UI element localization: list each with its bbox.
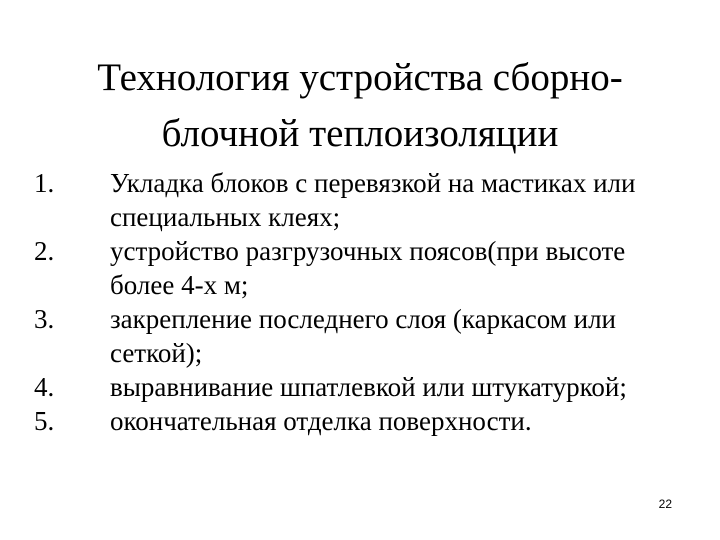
list-item-number: 4. — [34, 372, 55, 402]
list-item-text: окончательная отделка поверхности. — [110, 406, 532, 436]
slide-title-line-2: блочной теплоизоляции — [161, 112, 559, 155]
list-item-text: устройство разгрузочных поясов(при высоте более 4-х м; — [110, 236, 626, 300]
list-item-text: закрепление последнего слоя (каркасом или сеткой); — [110, 304, 616, 368]
list-item — [34, 166, 674, 234]
list-item-number: 1. — [34, 168, 55, 198]
list-item-text: выравнивание шпатлевкой или штукатуркой; — [110, 372, 627, 402]
list-item-number: 3. — [34, 304, 55, 334]
list-item-number: 2. — [34, 236, 55, 266]
slide-title-line-1: Технология устройства сборно- — [97, 56, 623, 99]
list-item-text: Укладка блоков с перевязкой на мастиках или специальных клеях; — [110, 168, 636, 232]
list-item-number: 5. — [34, 406, 55, 436]
list-item — [34, 370, 674, 404]
list-item — [34, 234, 674, 302]
slide-page-number: 22 — [658, 497, 672, 511]
list-item — [34, 404, 674, 438]
list-item — [34, 302, 674, 370]
numbered-list — [34, 166, 674, 438]
slide-title — [40, 50, 680, 162]
